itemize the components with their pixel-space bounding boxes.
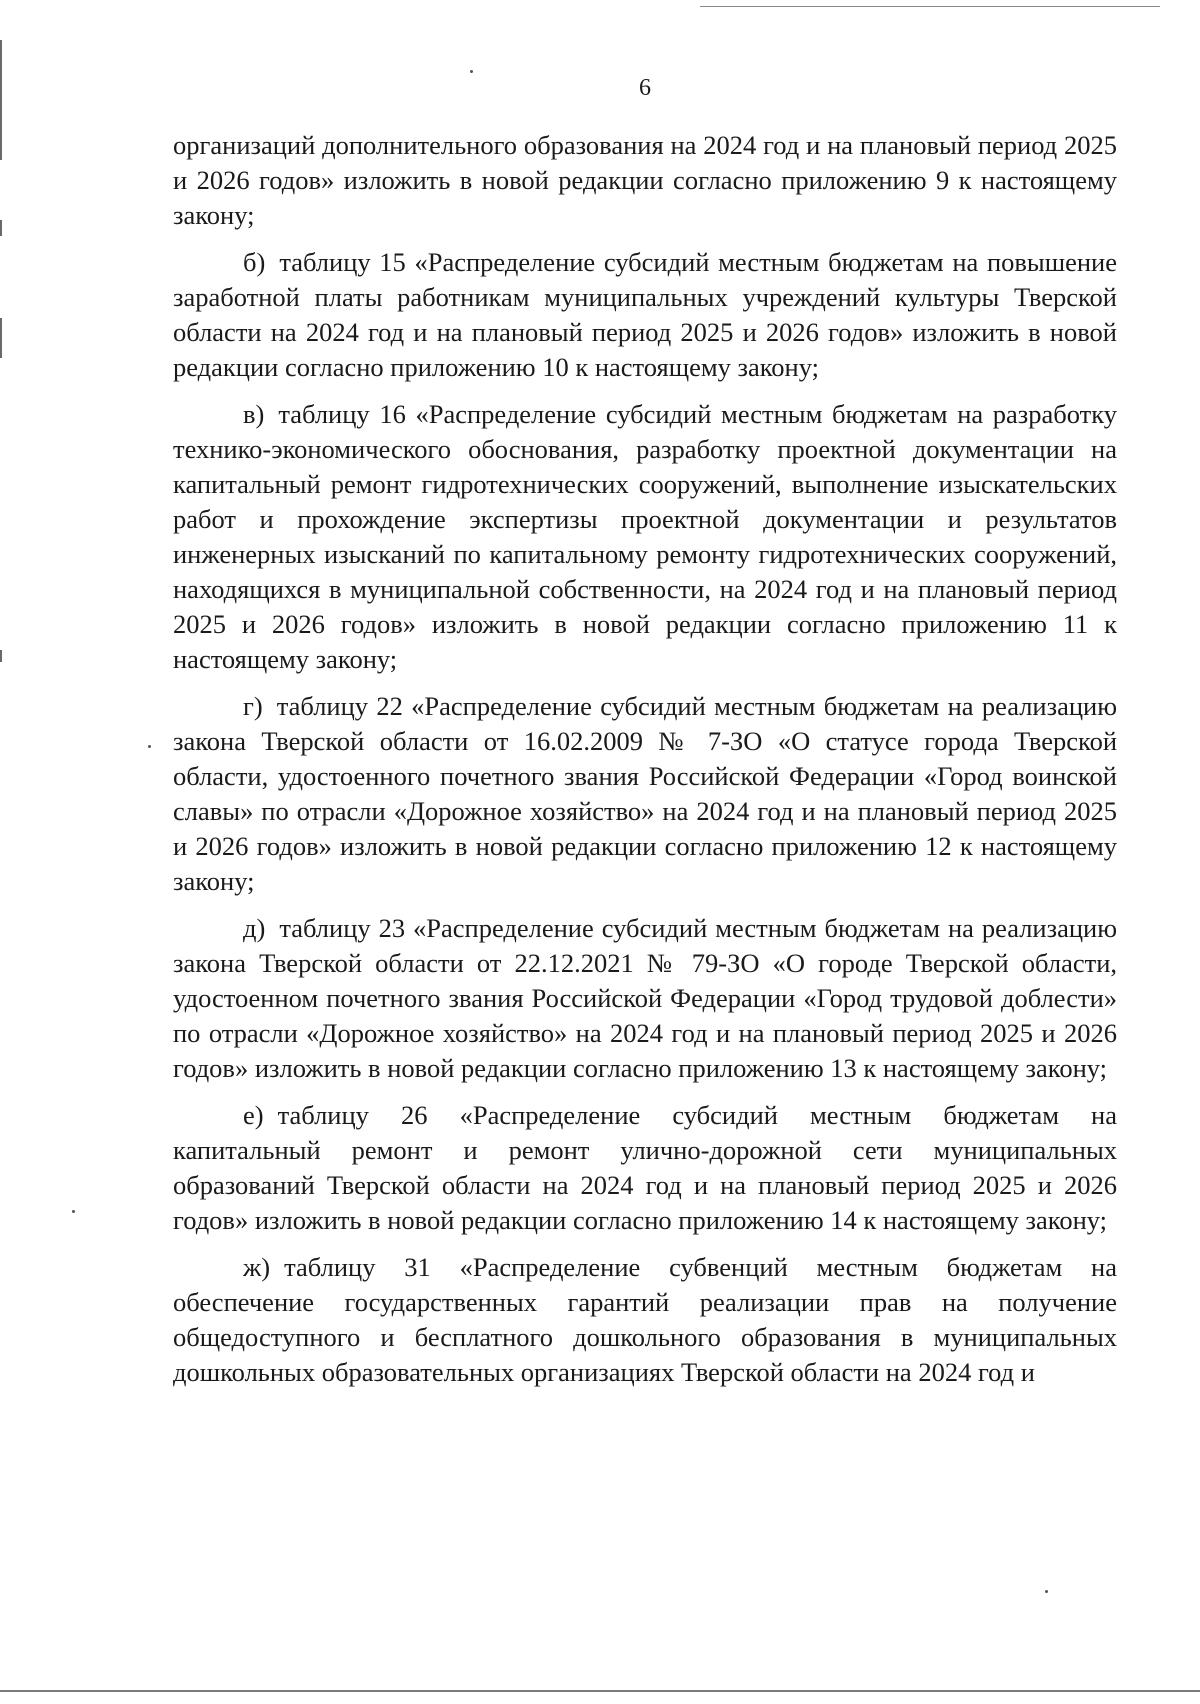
paragraph-continuation <box>173 128 1117 233</box>
scan-mark-left-4 <box>0 650 2 662</box>
paragraph-item-g <box>173 689 1117 899</box>
item-label: б) <box>243 247 266 277</box>
scan-speck <box>1045 1590 1048 1593</box>
paragraph-text: таблицу 23 «Распределение субсидий местным бюджетам на реализацию закона Тверской области от 22.12.2021 № 79-ЗО «О городе Тверской области, удостоенном почетного звания Российской Федерации «Город трудовой доблести» по отрасли «Дорожное хозяйство» на 2024 год и на плановый период 2025 и 2026 годов» изложить в новой редакции согласно приложению 13 к настоящему закону; <box>173 913 1117 1083</box>
paragraph-item-b <box>173 245 1117 385</box>
scan-edge-bottom <box>0 1690 1200 1692</box>
item-label: г) <box>243 691 263 721</box>
document-body <box>173 128 1117 1402</box>
scan-speck <box>72 1210 75 1213</box>
paragraph-item-zh <box>173 1250 1117 1390</box>
paragraph-item-d <box>173 911 1117 1086</box>
item-label: ж) <box>243 1252 271 1282</box>
item-label: в) <box>243 399 265 429</box>
page-number: 6 <box>639 75 651 101</box>
item-label: д) <box>243 913 266 943</box>
item-label: е) <box>243 1100 264 1130</box>
scan-mark-left-2 <box>0 220 2 236</box>
paragraph-text: таблицу 26 «Распределение субсидий местным бюджетам на капитальный ремонт и ремонт улично-дорожной сети муниципальных образований Тверской области на 2024 год и на плановый период 2025 и 2026 годов» изложить в новой редакции согласно приложению 14 к настоящему закону; <box>173 1100 1117 1235</box>
paragraph-text: таблицу 16 «Распределение субсидий местным бюджетам на разработку технико-экономического обоснования, разработку проектной документации на капитальный ремонт гидротехнических сооружений, выполнение изыскательских работ и прохождение экспертизы проектной документации и результатов инженерных изысканий по капитальному ремонту гидротехнических сооружений, находящихся в муниципальной собственности, на 2024 год и на плановый период 2025 и 2026 годов» изложить в новой редакции согласно приложению 11 к настоящему закону; <box>173 399 1117 674</box>
scan-mark-left-3 <box>0 318 2 358</box>
paragraph-text: таблицу 22 «Распределение субсидий местным бюджетам на реализацию закона Тверской области от 16.02.2009 № 7-ЗО «О статусе города Тверской области, удостоенного почетного звания Российской Федерации «Город воинской славы» по отрасли «Дорожное хозяйство» на 2024 год и на плановый период 2025 и 2026 годов» изложить в новой редакции согласно приложению 12 к настоящему закону; <box>173 691 1117 896</box>
paragraph-text: таблицу 31 «Распределение субвенций местным бюджетам на обеспечение государственных гарантий реализации прав на получение общедоступного и бесплатного дошкольного образования в муниципальных дошкольных образовательных организациях Тверской области на 2024 год и <box>173 1252 1117 1387</box>
paragraph-item-e <box>173 1098 1117 1238</box>
paragraph-text: таблицу 15 «Распределение субсидий местным бюджетам на повышение заработной платы работникам муниципальных учреждений культуры Тверской области на 2024 год и на плановый период 2025 и 2026 годов» изложить в новой редакции согласно приложению 10 к настоящему закону; <box>173 247 1117 382</box>
paragraph-item-v <box>173 397 1117 677</box>
scan-speck <box>148 745 151 748</box>
paragraph-text: организаций дополнительного образования на 2024 год и на плановый период 2025 и 2026 годов» изложить в новой редакции согласно приложению 9 к настоящему закону; <box>173 130 1117 230</box>
scan-edge-top <box>700 6 1160 7</box>
